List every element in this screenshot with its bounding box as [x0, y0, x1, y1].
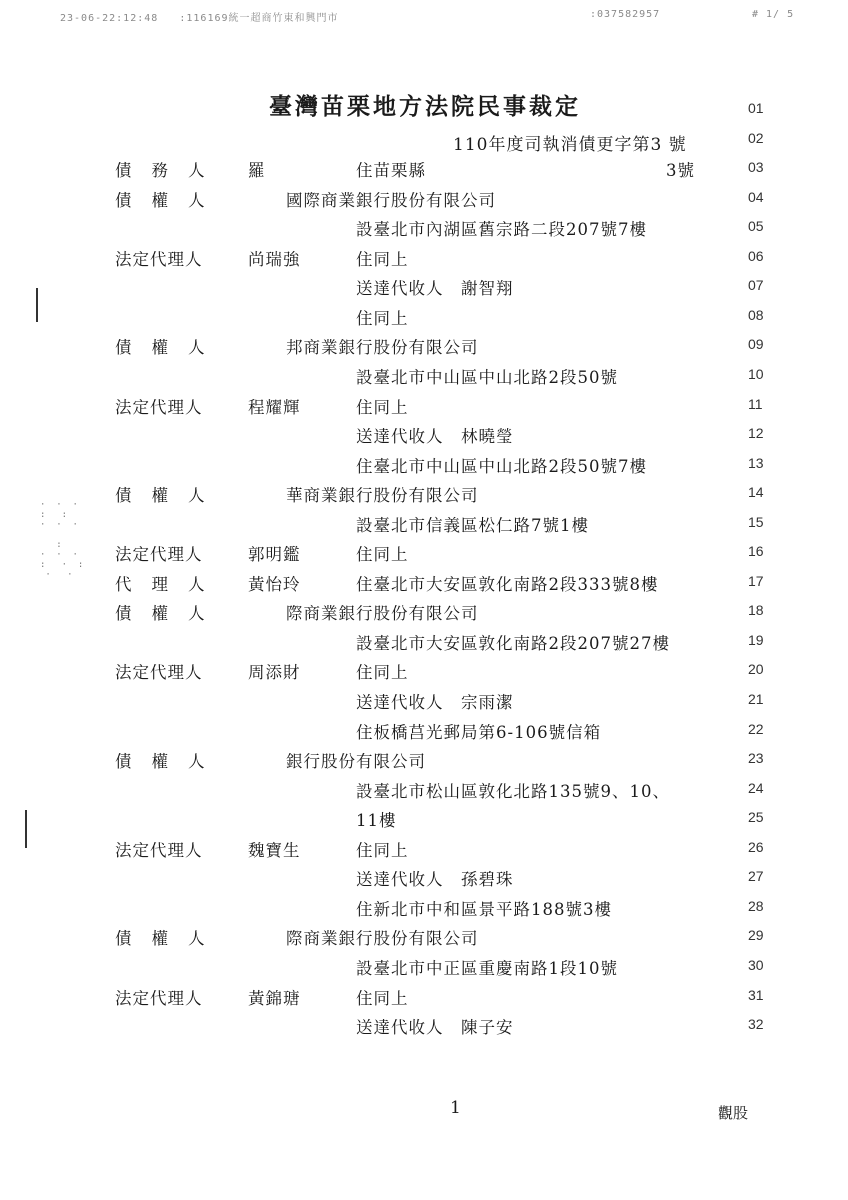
document-line — [0, 689, 848, 719]
document-line — [0, 778, 848, 808]
line-number: 32 — [748, 1016, 764, 1033]
document-line — [0, 866, 848, 896]
line-number: 12 — [748, 425, 764, 442]
party-detail: 住臺北市大安區敦化南路2段333號8樓 — [356, 574, 659, 594]
party-detail: 住同上 — [356, 663, 409, 683]
document-line — [0, 541, 848, 571]
party-role: 債務人 — [115, 161, 225, 181]
line-number: 07 — [748, 277, 764, 294]
line-number: 24 — [748, 779, 764, 796]
fax-sender: :116169統一超商竹東和興門市 — [179, 13, 339, 24]
party-detail: 住同上 — [356, 840, 409, 860]
party-detail: 送達代收人 陳子安 — [356, 1018, 514, 1038]
creditor-name: 華商業銀行股份有限公司 — [286, 486, 479, 506]
line-number: 22 — [748, 720, 764, 737]
party-detail: 送達代收人 宗雨潔 — [356, 693, 514, 712]
document-line — [0, 512, 848, 542]
margin-mark — [36, 288, 38, 322]
party-role: 法定代理人 — [115, 249, 203, 269]
case-number: 110年度司執消債更字第3 號 — [453, 135, 687, 155]
document-line — [0, 246, 848, 276]
document-line — [0, 334, 848, 364]
creditor-name: 際商業銀行股份有限公司 — [286, 604, 479, 624]
party-role: 法定代理人 — [115, 545, 203, 565]
party-detail: 住同上 — [356, 397, 409, 417]
line-number: 01 — [748, 100, 764, 116]
party-name: 魏寶生 — [248, 840, 301, 860]
party-detail: 住同上 — [356, 249, 409, 269]
document-line — [0, 482, 848, 512]
fax-phone: :037582957 — [590, 9, 661, 20]
document-line — [0, 719, 848, 749]
line-number: 02 — [748, 129, 764, 146]
party-detail: 設臺北市信義區松仁路7號1樓 — [356, 515, 589, 535]
creditor-name: 國際商業銀行股份有限公司 — [286, 190, 496, 210]
document-line — [0, 571, 848, 601]
party-detail: 住臺北市中山區中山北路2段50號7樓 — [356, 456, 647, 476]
party-detail: 住新北市中和區景平路188號3樓 — [356, 899, 612, 919]
line-number: 19 — [748, 631, 764, 648]
line-number: 21 — [748, 691, 764, 707]
document-line — [0, 837, 848, 867]
document-line — [0, 423, 848, 453]
document-line — [0, 305, 848, 335]
party-name: 黃錦瑭 — [248, 988, 301, 1008]
document-line — [0, 630, 848, 660]
line-number: 29 — [748, 927, 764, 944]
line-number: 28 — [748, 897, 764, 914]
document-line — [0, 453, 848, 483]
line-number: 27 — [748, 868, 764, 885]
party-detail: 送達代收人 孫碧珠 — [356, 870, 514, 890]
line-number: 06 — [748, 247, 764, 264]
scan-speckle: · · · : : · · · : · · · : · : · · — [40, 500, 84, 580]
document-line — [0, 157, 848, 187]
party-role: 法定代理人 — [115, 397, 203, 417]
party-detail: 住板橋莒光郵局第6-106號信箱 — [356, 722, 602, 742]
court-unit: 觀股 — [718, 1104, 749, 1122]
party-detail: 設臺北市中山區中山北路2段50號 — [356, 367, 618, 387]
fax-page-count: # 1/ 5 — [752, 9, 795, 20]
document-line — [0, 216, 848, 246]
line-number: 30 — [748, 956, 764, 973]
line-number: 03 — [748, 159, 764, 176]
party-role: 債權人 — [115, 486, 225, 506]
party-detail: 送達代收人 林曉瑩 — [356, 427, 514, 447]
document-line — [0, 807, 848, 837]
line-number: 15 — [748, 513, 764, 530]
document-line — [0, 187, 848, 217]
party-role: 債權人 — [115, 929, 225, 949]
line-number: 09 — [748, 336, 764, 353]
party-detail: 送達代收人 謝智翔 — [356, 279, 514, 299]
line-number: 23 — [748, 750, 764, 767]
line-number: 17 — [748, 572, 764, 589]
party-role: 債權人 — [115, 190, 225, 210]
document-line — [0, 600, 848, 630]
party-detail: 設臺北市內湖區舊宗路二段207號7樓 — [356, 220, 647, 240]
address-tail: 3號 — [666, 161, 695, 181]
line-number: 11 — [748, 395, 763, 412]
document-line — [0, 364, 848, 394]
party-role: 法定代理人 — [115, 988, 203, 1008]
line-number: 05 — [748, 218, 764, 235]
party-detail: 住同上 — [356, 988, 409, 1008]
page-number: 1 — [450, 1098, 461, 1118]
document-line — [0, 659, 848, 689]
document-line — [0, 128, 848, 158]
document-line — [0, 955, 848, 985]
party-role: 法定代理人 — [115, 663, 203, 683]
line-number: 20 — [748, 661, 764, 678]
document-line — [0, 985, 848, 1015]
line-number: 16 — [748, 543, 764, 560]
party-detail: 設臺北市中正區重慶南路1段10號 — [356, 958, 618, 978]
margin-mark — [25, 810, 27, 848]
party-name: 羅 — [248, 161, 266, 181]
document-line — [0, 925, 848, 955]
document-title: 臺灣苗栗地方法院民事裁定 — [269, 93, 581, 120]
party-name: 周添財 — [248, 663, 301, 683]
document-line — [0, 896, 848, 926]
party-detail: 住同上 — [356, 545, 409, 565]
party-role: 債權人 — [115, 338, 225, 358]
line-number: 08 — [748, 306, 764, 323]
party-detail: 設臺北市松山區敦化北路135號9、10、 — [356, 781, 670, 801]
party-detail: 住苗栗縣 — [356, 161, 426, 181]
creditor-name: 邦商業銀行股份有限公司 — [286, 338, 479, 358]
party-name: 程耀輝 — [248, 397, 301, 417]
party-detail: 設臺北市大安區敦化南路2段207號27樓 — [356, 633, 670, 653]
party-detail: 住同上 — [356, 308, 409, 328]
party-detail: 11樓 — [356, 811, 397, 831]
creditor-name: 銀行股份有限公司 — [286, 752, 426, 772]
fax-header-sender — [60, 9, 339, 24]
party-role: 法定代理人 — [115, 840, 203, 860]
line-number: 31 — [748, 986, 764, 1003]
party-role: 代理人 — [115, 574, 225, 594]
line-number: 18 — [748, 602, 764, 619]
document-line — [0, 394, 848, 424]
party-name: 尚瑞強 — [248, 249, 301, 269]
document-line — [0, 748, 848, 778]
document-line — [0, 1014, 848, 1044]
document-line — [0, 98, 848, 128]
line-number: 14 — [748, 484, 764, 501]
document-line — [0, 275, 848, 305]
creditor-name: 際商業銀行股份有限公司 — [286, 929, 479, 949]
party-name: 郭明鑑 — [248, 545, 301, 565]
line-number: 13 — [748, 454, 764, 471]
line-number: 04 — [748, 188, 764, 205]
party-name: 黃怡玲 — [248, 574, 301, 594]
party-role: 債權人 — [115, 604, 225, 624]
line-number: 26 — [748, 838, 764, 855]
party-role: 債權人 — [115, 752, 225, 772]
line-number: 25 — [748, 809, 764, 826]
line-number: 10 — [748, 365, 764, 382]
fax-datetime: 23-06-22:12:48 — [60, 13, 159, 24]
